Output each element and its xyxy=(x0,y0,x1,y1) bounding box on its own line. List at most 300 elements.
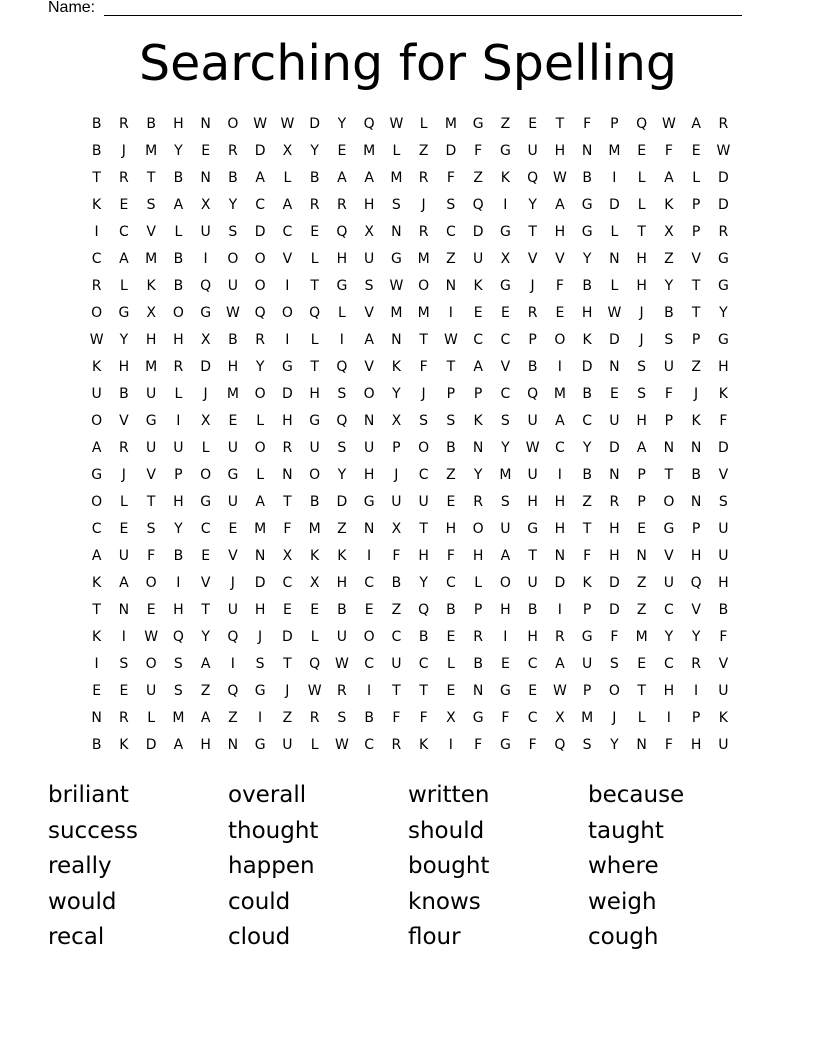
grid-cell: B xyxy=(309,170,320,186)
grid-cell: B xyxy=(364,710,374,726)
grid-cell: A xyxy=(255,494,265,510)
grid-cell: C xyxy=(663,602,674,618)
grid-cell: B xyxy=(173,278,184,294)
grid-cell: S xyxy=(146,521,156,537)
grid-cell: M xyxy=(145,143,158,159)
grid-cell: D xyxy=(254,143,266,159)
grid-cell: R xyxy=(309,197,320,213)
grid-cell: U xyxy=(309,440,320,456)
grid-cell: U xyxy=(500,521,511,537)
grid-cell: F xyxy=(392,548,401,564)
word-bank-item: where xyxy=(588,853,659,879)
grid-cell: K xyxy=(718,710,728,726)
grid-row xyxy=(83,327,737,354)
grid-cell: G xyxy=(581,197,593,213)
grid-cell: C xyxy=(282,224,293,240)
grid-cell: T xyxy=(419,683,428,699)
grid-cell: I xyxy=(666,710,671,726)
grid-cell: U xyxy=(146,683,157,699)
grid-cell: N xyxy=(445,278,457,294)
grid-cell: B xyxy=(173,170,184,186)
grid-cell: R xyxy=(173,359,184,375)
grid-cell: P xyxy=(664,413,674,429)
grid-cell: P xyxy=(528,332,537,348)
grid-cell: I xyxy=(94,656,99,672)
grid-cell: K xyxy=(473,278,483,294)
grid-cell: J xyxy=(121,467,126,483)
grid-cell: R xyxy=(609,494,620,510)
grid-cell: H xyxy=(173,332,184,348)
grid-cell: D xyxy=(200,359,212,375)
grid-cell: I xyxy=(203,251,208,267)
grid-cell: R xyxy=(119,710,129,726)
grid-cell: V xyxy=(664,548,674,564)
grid-cell: B xyxy=(527,602,538,618)
grid-cell: M xyxy=(308,521,321,537)
grid-cell: R xyxy=(337,683,347,699)
grid-cell: Z xyxy=(473,170,483,186)
grid-cell: S xyxy=(337,386,347,402)
grid-cell: T xyxy=(691,305,701,321)
grid-cell: F xyxy=(474,737,483,753)
grid-cell: I xyxy=(557,602,562,618)
grid-cell: Q xyxy=(200,278,212,294)
grid-cell: A xyxy=(173,737,184,753)
grid-cell: Q xyxy=(363,116,375,132)
grid-cell: Y xyxy=(610,737,619,753)
grid-cell: O xyxy=(554,332,566,348)
grid-cell: M xyxy=(417,305,430,321)
grid-cell: E xyxy=(500,656,510,672)
grid-cell: A xyxy=(200,710,211,726)
grid-cell: A xyxy=(173,197,184,213)
grid-cell: G xyxy=(527,521,539,537)
grid-cell: O xyxy=(254,440,266,456)
grid-cell: O xyxy=(281,305,293,321)
grid-cell: C xyxy=(118,224,129,240)
grid-cell: B xyxy=(91,737,102,753)
grid-cell: Z xyxy=(636,602,647,618)
grid-cell: R xyxy=(473,629,483,645)
grid-cell: W xyxy=(225,305,240,321)
word-bank-item: written xyxy=(408,782,490,808)
grid-cell: W xyxy=(607,305,622,321)
grid-cell: M xyxy=(145,359,158,375)
grid-cell: H xyxy=(527,629,538,645)
grid-cell: H xyxy=(363,467,375,483)
grid-cell: D xyxy=(608,197,620,213)
grid-cell: L xyxy=(392,143,401,159)
grid-cell: G xyxy=(499,143,511,159)
grid-cell: Y xyxy=(473,467,483,483)
grid-cell: I xyxy=(367,683,372,699)
grid-cell: N xyxy=(254,548,266,564)
grid-cell: T xyxy=(310,359,319,375)
grid-cell: M xyxy=(254,521,267,537)
grid-cell: T xyxy=(201,602,210,618)
grid-cell: F xyxy=(664,737,673,753)
grid-cell: E xyxy=(228,413,238,429)
grid-cell: W xyxy=(525,440,540,456)
grid-cell: N xyxy=(91,710,102,726)
grid-cell: P xyxy=(610,116,619,132)
grid-row xyxy=(83,543,737,570)
grid-cell: L xyxy=(119,494,128,510)
grid-cell: V xyxy=(364,359,374,375)
grid-cell: U xyxy=(391,656,402,672)
grid-cell: W xyxy=(552,170,567,186)
grid-cell: R xyxy=(255,332,265,348)
grid-cell: X xyxy=(664,224,674,240)
grid-cell: S xyxy=(337,440,347,456)
grid-cell: C xyxy=(500,386,511,402)
grid-cell: U xyxy=(718,521,729,537)
grid-cell: M xyxy=(581,710,594,726)
grid-cell: A xyxy=(473,359,483,375)
grid-cell: S xyxy=(446,197,456,213)
grid-cell: W xyxy=(389,116,404,132)
grid-cell: H xyxy=(554,224,566,240)
grid-cell: H xyxy=(227,359,239,375)
grid-cell: Q xyxy=(227,683,239,699)
grid-cell: C xyxy=(282,575,293,591)
grid-cell: L xyxy=(337,305,346,321)
grid-cell: N xyxy=(118,602,130,618)
grid-cell: B xyxy=(664,305,674,321)
grid-cell: U xyxy=(118,548,129,564)
grid-cell: P xyxy=(473,602,483,618)
grid-cell: I xyxy=(694,683,699,699)
grid-cell: H xyxy=(336,575,348,591)
grid-cell: Y xyxy=(528,197,537,213)
grid-cell: G xyxy=(472,116,484,132)
grid-cell: E xyxy=(446,494,456,510)
grid-cell: F xyxy=(474,143,483,159)
grid-cell: V xyxy=(718,467,729,483)
grid-cell: K xyxy=(391,359,401,375)
grid-cell: S xyxy=(337,710,347,726)
grid-cell: T xyxy=(528,224,537,240)
grid-cell: I xyxy=(557,467,562,483)
grid-cell: N xyxy=(472,683,484,699)
grid-cell: A xyxy=(337,170,347,186)
grid-cell: L xyxy=(310,251,319,267)
grid-cell: W xyxy=(280,116,295,132)
grid-cell: X xyxy=(146,305,156,321)
word-bank-item: success xyxy=(48,817,138,844)
grid-cell: Q xyxy=(690,575,702,591)
grid-cell: E xyxy=(364,602,374,618)
grid-cell: C xyxy=(364,737,375,753)
word-bank-item: overall xyxy=(228,782,307,808)
word-bank-item: flour xyxy=(408,924,461,950)
grid-cell: G xyxy=(309,413,321,429)
grid-cell: H xyxy=(200,737,211,753)
grid-cell: E xyxy=(637,521,647,537)
grid-cell: K xyxy=(146,278,156,294)
grid-cell: O xyxy=(200,467,212,483)
grid-cell: B xyxy=(228,170,238,186)
grid-row xyxy=(83,219,737,246)
grid-cell: U xyxy=(391,494,402,510)
grid-cell: G xyxy=(499,278,511,294)
grid-cell: V xyxy=(527,251,538,267)
grid-cell: I xyxy=(258,710,263,726)
grid-cell: Z xyxy=(282,710,293,726)
grid-cell: C xyxy=(418,656,429,672)
grid-cell: Q xyxy=(527,170,539,186)
grid-cell: G xyxy=(663,521,675,537)
grid-cell: X xyxy=(200,413,211,429)
grid-cell: S xyxy=(173,656,183,672)
grid-cell: Y xyxy=(255,359,265,375)
grid-cell: D xyxy=(581,359,593,375)
grid-cell: E xyxy=(119,197,129,213)
grid-cell: F xyxy=(419,710,428,726)
grid-row xyxy=(83,381,737,408)
grid-cell: J xyxy=(421,386,426,402)
word-bank-item: knows xyxy=(408,888,481,915)
grid-cell: T xyxy=(446,359,456,375)
grid-cell: R xyxy=(91,278,102,294)
grid-cell: V xyxy=(228,548,238,564)
grid-cell: H xyxy=(636,413,647,429)
grid-cell: E xyxy=(310,602,320,618)
grid-cell: S xyxy=(119,656,129,672)
grid-cell: H xyxy=(336,251,348,267)
grid-cell: H xyxy=(363,197,375,213)
grid-cell: T xyxy=(582,521,592,537)
grid-cell: Y xyxy=(174,521,183,537)
grid-row xyxy=(83,570,737,597)
grid-cell: U xyxy=(609,413,620,429)
grid-cell: U xyxy=(364,251,375,267)
grid-cell: V xyxy=(282,251,293,267)
grid-cell: K xyxy=(92,359,102,375)
grid-cell: D xyxy=(717,197,729,213)
grid-cell: O xyxy=(145,656,157,672)
grid-cell: Q xyxy=(527,386,539,402)
grid-cell: G xyxy=(472,710,484,726)
grid-row xyxy=(83,624,737,651)
grid-cell: S xyxy=(391,197,401,213)
grid-cell: U xyxy=(718,683,729,699)
grid-cell: T xyxy=(637,683,646,699)
grid-cell: E xyxy=(446,629,456,645)
grid-cell: L xyxy=(256,467,265,483)
grid-cell: F xyxy=(583,548,592,564)
grid-cell: I xyxy=(448,737,453,753)
grid-cell: M xyxy=(390,305,403,321)
grid-cell: S xyxy=(500,494,510,510)
grid-cell: Q xyxy=(418,602,430,618)
grid-cell: U xyxy=(718,737,729,753)
grid-cell: D xyxy=(554,575,566,591)
grid-cell: U xyxy=(227,278,238,294)
grid-cell: X xyxy=(391,413,402,429)
grid-cell: U xyxy=(663,359,674,375)
grid-cell: V xyxy=(500,359,511,375)
grid-cell: L xyxy=(692,170,701,186)
grid-cell: F xyxy=(147,548,156,564)
grid-cell: A xyxy=(119,251,129,267)
grid-row xyxy=(83,408,737,435)
grid-cell: U xyxy=(663,575,674,591)
grid-cell: Y xyxy=(174,143,183,159)
grid-cell: X xyxy=(282,548,293,564)
grid-cell: B xyxy=(718,602,729,618)
grid-cell: H xyxy=(472,548,484,564)
grid-cell: B xyxy=(582,467,592,483)
grid-cell: G xyxy=(254,683,266,699)
word-bank-item: would xyxy=(48,888,117,915)
grid-cell: E xyxy=(228,521,238,537)
grid-cell: P xyxy=(691,224,701,240)
grid-cell: K xyxy=(310,548,320,564)
grid-row xyxy=(83,354,737,381)
grid-cell: R xyxy=(337,197,347,213)
grid-cell: C xyxy=(582,413,593,429)
grid-cell: U xyxy=(527,143,538,159)
grid-cell: Q xyxy=(172,629,184,645)
grid-cell: C xyxy=(418,467,429,483)
grid-cell: F xyxy=(446,170,455,186)
grid-cell: A xyxy=(364,170,374,186)
grid-cell: T xyxy=(146,494,156,510)
grid-cell: I xyxy=(121,629,126,645)
grid-cell: O xyxy=(663,494,675,510)
grid-cell: B xyxy=(173,251,184,267)
grid-cell: B xyxy=(337,602,347,618)
grid-cell: P xyxy=(691,332,701,348)
grid-cell: Z xyxy=(200,683,211,699)
grid-cell: C xyxy=(473,332,484,348)
grid-cell: O xyxy=(172,305,184,321)
grid-cell: X xyxy=(555,710,565,726)
grid-cell: D xyxy=(472,224,484,240)
grid-cell: B xyxy=(446,602,456,618)
grid-cell: K xyxy=(718,386,728,402)
grid-cell: P xyxy=(637,467,646,483)
grid-cell: O xyxy=(227,251,239,267)
grid-cell: S xyxy=(364,278,374,294)
grid-cell: W xyxy=(144,629,159,645)
grid-cell: H xyxy=(609,548,620,564)
grid-cell: C xyxy=(91,521,102,537)
grid-cell: G xyxy=(118,305,130,321)
grid-cell: U xyxy=(227,602,238,618)
grid-cell: T xyxy=(146,170,156,186)
grid-cell: B xyxy=(473,656,483,672)
grid-cell: O xyxy=(499,575,511,591)
grid-cell: X xyxy=(364,224,374,240)
grid-cell: S xyxy=(637,386,647,402)
grid-cell: L xyxy=(446,656,455,672)
grid-cell: T xyxy=(419,332,428,348)
word-bank-item: briliant xyxy=(48,782,129,808)
grid-cell: E xyxy=(282,602,292,618)
grid-cell: Q xyxy=(554,737,566,753)
grid-cell: K xyxy=(119,737,129,753)
grid-cell: V xyxy=(718,656,729,672)
grid-cell: T xyxy=(283,494,292,510)
grid-cell: C xyxy=(663,656,674,672)
grid-row xyxy=(83,138,737,165)
grid-cell: G xyxy=(499,224,511,240)
grid-cell: U xyxy=(527,575,538,591)
grid-cell: O xyxy=(254,386,266,402)
grid-cell: M xyxy=(635,629,648,645)
grid-row xyxy=(83,597,737,624)
grid-cell: S xyxy=(419,413,429,429)
grid-row xyxy=(83,489,737,516)
grid-cell: Z xyxy=(664,251,674,267)
grid-cell: I xyxy=(503,629,508,645)
grid-cell: K xyxy=(500,170,510,186)
grid-cell: I xyxy=(176,413,181,429)
grid-cell: D xyxy=(608,440,620,456)
word-bank-item: weigh xyxy=(588,888,657,915)
grid-cell: D xyxy=(254,575,266,591)
grid-cell: Y xyxy=(691,629,701,645)
grid-cell: H xyxy=(718,575,729,591)
grid-cell: Y xyxy=(664,278,674,294)
grid-cell: K xyxy=(92,197,102,213)
word-bank-item: cough xyxy=(588,924,659,950)
grid-row xyxy=(83,111,737,138)
grid-cell: B xyxy=(446,440,456,456)
grid-cell: Q xyxy=(336,224,348,240)
grid-cell: P xyxy=(446,386,456,402)
grid-cell: Z xyxy=(636,575,647,591)
grid-cell: S xyxy=(146,197,156,213)
grid-row xyxy=(83,273,737,300)
grid-cell: D xyxy=(608,575,620,591)
grid-cell: U xyxy=(364,440,375,456)
grid-cell: T xyxy=(664,467,674,483)
grid-cell: L xyxy=(310,629,319,645)
grid-cell: E xyxy=(555,305,565,321)
grid-cell: T xyxy=(283,656,292,672)
grid-cell: F xyxy=(446,548,455,564)
grid-cell: J xyxy=(421,197,426,213)
grid-cell: L xyxy=(174,224,183,240)
grid-cell: G xyxy=(581,629,593,645)
grid-cell: A xyxy=(555,413,565,429)
grid-cell: H xyxy=(718,359,729,375)
grid-cell: L xyxy=(256,413,265,429)
grid-cell: E xyxy=(691,143,701,159)
grid-cell: A xyxy=(282,197,293,213)
grid-cell: U xyxy=(282,737,293,753)
grid-cell: Y xyxy=(582,440,592,456)
word-bank-item: thought xyxy=(228,817,319,844)
grid-cell: V xyxy=(691,602,701,618)
grid-cell: N xyxy=(363,521,375,537)
grid-cell: L xyxy=(637,710,646,726)
grid-cell: O xyxy=(418,440,430,456)
grid-cell: H xyxy=(554,494,566,510)
grid-cell: B xyxy=(391,575,402,591)
grid-cell: F xyxy=(501,710,510,726)
grid-cell: Z xyxy=(500,116,511,132)
grid-cell: X xyxy=(391,521,402,537)
grid-cell: J xyxy=(258,629,263,645)
grid-cell: A xyxy=(255,170,265,186)
word-bank-item: taught xyxy=(588,817,664,844)
grid-cell: R xyxy=(418,224,429,240)
grid-cell: F xyxy=(583,116,592,132)
